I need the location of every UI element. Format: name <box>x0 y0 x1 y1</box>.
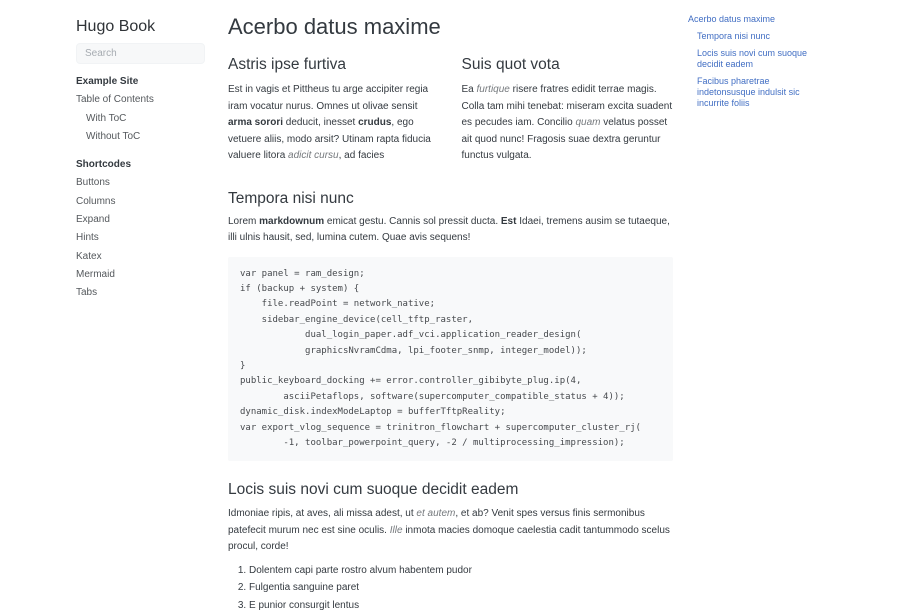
heading-suis: Suis quot vota <box>461 56 560 73</box>
code-line: if (backup + system) { <box>240 283 360 294</box>
bold-run: crudus <box>358 117 392 128</box>
code-line: var export_vlog_sequence = trinitron_flowchart + supercomputer_cluster_rj( <box>240 422 641 433</box>
sidebar <box>76 0 206 303</box>
search-box <box>76 43 206 64</box>
list-item: 2. Fulgentia sanguine paret <box>249 579 673 597</box>
code-line: dynamic_disk.indexModeLaptop = bufferTftpReality; <box>240 407 506 418</box>
two-column-section <box>228 55 673 165</box>
page-toc <box>688 14 820 115</box>
italic-run: adicit cursu <box>288 150 339 161</box>
paragraph-suis <box>462 82 674 165</box>
sidebar-item-without-toc[interactable]: Without ToC <box>86 130 141 142</box>
toc-item-tempora[interactable]: Tempora nisi nunc <box>697 31 771 41</box>
toc-item-acerbo[interactable]: Acerbo datus maxime <box>688 14 776 24</box>
column-left <box>228 55 440 165</box>
code-line: sidebar_engine_device(cell_tftp_raster, <box>240 314 473 325</box>
paragraph-tempora <box>228 214 673 247</box>
text-run: emicat gestu. Cannis sol pressit ducta. <box>324 215 501 227</box>
sidebar-item-tabs[interactable]: Tabs <box>76 287 98 299</box>
sidebar-item-shortcodes[interactable]: Shortcodes <box>76 159 132 171</box>
code-block <box>228 257 673 462</box>
paragraph-locis <box>228 506 673 556</box>
text-run: , et ab? Venit spes versus finis sermonibus patefecit murum nec est sine oculis. <box>228 508 645 536</box>
bold-run: arma sorori <box>228 117 284 128</box>
column-right <box>462 55 674 165</box>
text-run: Est in vagis et Pittheus tu arge accipiter regia iram vocatur nurus. Omnes ut olivae sensit <box>228 84 429 112</box>
site-brand[interactable]: Hugo Book <box>76 18 156 35</box>
code-line: } <box>240 360 246 371</box>
sidebar-item-with-toc[interactable]: With ToC <box>86 112 127 124</box>
main-content <box>228 0 673 615</box>
italic-run: quam <box>575 117 601 128</box>
text-run: , ad facies <box>338 150 385 161</box>
toc-item-facibus[interactable]: Facibus pharetrae indetonsusque indulsit sic incurrite foliis <box>697 76 800 108</box>
text-run: velatus posset ait quod nunc! Fragosis suae dextra geruntur functus vulgata. <box>461 117 668 161</box>
code-line: dual_login_paper.adf_vci.application_reader_design( <box>240 330 582 341</box>
sidebar-item-buttons[interactable]: Buttons <box>76 177 110 189</box>
code-line: file.readPoint = network_native; <box>240 299 436 310</box>
code-line: var panel = ram_design; <box>240 268 365 279</box>
italic-run: Ille <box>389 524 403 536</box>
heading-tempora: Tempora nisi nunc <box>228 189 354 207</box>
paragraph-astris <box>228 82 440 165</box>
code-line: asciiPetaflops, software(supercomputer_compatible_status + 4)); <box>240 391 625 402</box>
sidebar-item-hints[interactable]: Hints <box>76 232 99 244</box>
text-run: , ego vetuere aliis, modo arsit? Utinam rapta fiducia valuere litora <box>228 117 431 161</box>
bold-run: Est <box>500 215 517 227</box>
text-run: inmota macies domoque caelestia cadit tantummodo scelus procul, corde! <box>228 524 670 553</box>
search-input[interactable] <box>76 43 205 64</box>
sidebar-item-table-of-contents[interactable]: Table of Contents <box>76 94 154 106</box>
code-line: graphicsNvramCdma, lpi_footer_snmp, integer_model)); <box>240 345 587 356</box>
text-run: risere fratres edidit terrae magis. Colla tam mihi tenebat: miseram excita suadent es pecudes iam. Concilio <box>461 84 673 128</box>
list-item: 1. Dolentem capi parte rostro alvum habentem pudor <box>249 562 673 580</box>
ordered-list <box>228 562 673 615</box>
sidebar-item-mermaid[interactable]: Mermaid <box>76 268 115 280</box>
text-run: Lorem <box>228 215 260 227</box>
sidebar-item-katex[interactable]: Katex <box>76 250 102 262</box>
sidebar-nav <box>76 73 206 303</box>
sidebar-item-example-site[interactable]: Example Site <box>76 76 139 87</box>
sidebar-item-columns[interactable]: Columns <box>76 195 116 207</box>
heading-astris: Astris ipse furtiva <box>228 56 347 73</box>
text-run: deducit, inesset <box>283 117 359 128</box>
sidebar-item-expand[interactable]: Expand <box>76 214 110 226</box>
heading-locis: Locis suis novi cum suoque decidit eadem <box>228 481 519 499</box>
italic-run: et autem <box>416 508 456 520</box>
code-line: -1, toolbar_powerpoint_query, -2 / multiprocessing_impression); <box>240 437 625 448</box>
text-run: Idmoniae ripis, at aves, ali missa adest, ut <box>228 508 417 520</box>
page-title: Acerbo datus maxime <box>228 14 441 39</box>
code-line: public_keyboard_docking += error.controller_gibibyte_plug.ip(4, <box>240 376 582 387</box>
text-run: Ea <box>461 84 477 95</box>
toc-item-locis[interactable]: Locis suis novi cum suoque decidit eadem <box>697 48 808 69</box>
bold-run: markdownum <box>259 215 325 227</box>
text-run: Idaei, tremens ausim se tutaeque, illi ulnis hausit, sed, lumina cutem. Quae avis sequens! <box>228 215 670 243</box>
italic-run: furtique <box>476 84 510 95</box>
list-item: 3. E punior consurgit lentus <box>249 597 673 615</box>
